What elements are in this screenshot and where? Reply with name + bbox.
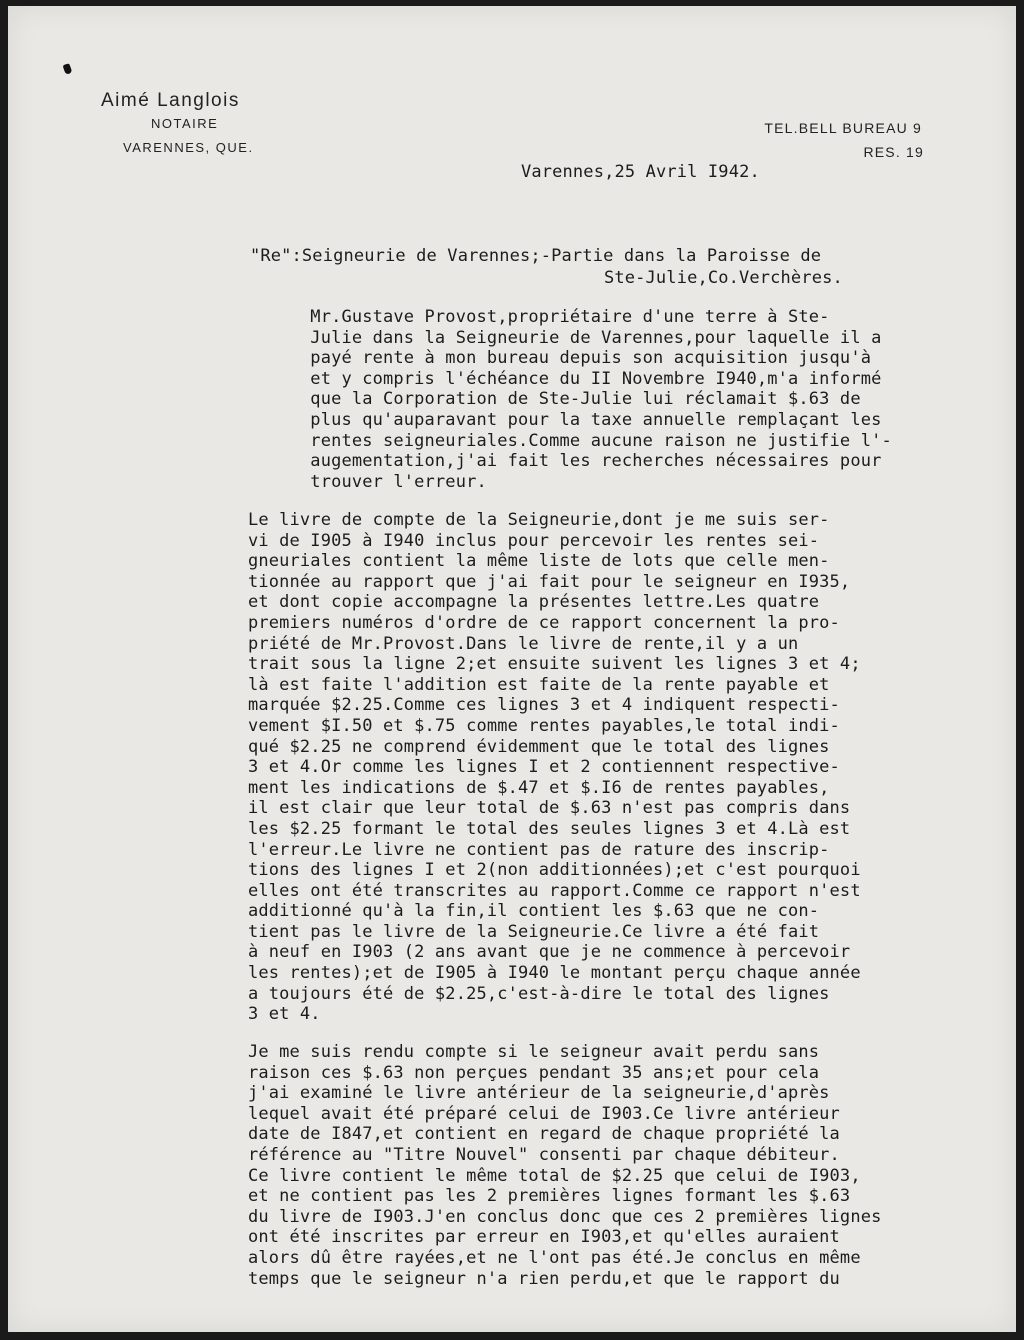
- text-line: Je me suis rendu compte si le seigneur avait perdu sans: [248, 1042, 820, 1062]
- letterhead-phone-office: TEL.BELL BUREAU 9: [764, 120, 922, 136]
- text-line: et ne contient pas les 2 premières lignes formant les $.63: [248, 1186, 851, 1207]
- ink-mark: [63, 63, 73, 75]
- text-line: 3 et 4.: [248, 1004, 321, 1025]
- text-line: tient pas le livre de la Seigneurie.Ce livre a été fait: [248, 921, 820, 942]
- paragraph-1: [248, 307, 892, 492]
- subject-line-1: "Re":Seigneurie de Varennes;-Partie dans la Paroisse de: [250, 246, 822, 266]
- text-line: temps que le seigneur n'a rien perdu,et que le rapport du: [248, 1268, 840, 1289]
- text-line: les rentes);et de I905 à I940 le montant perçu chaque année: [248, 963, 861, 984]
- text-line: marquée $2.25.Comme ces lignes 3 et 4 indiquent respecti-: [248, 695, 840, 716]
- text-line: payé rente à mon bureau depuis son acquisition jusqu'à: [248, 348, 872, 369]
- text-line: elles ont été transcrites au rapport.Comme ce rapport n'est: [248, 880, 861, 901]
- letterhead-phone-res: RES. 19: [863, 144, 924, 160]
- text-line: Ce livre contient le même total de $2.25 que celui de I903,: [248, 1165, 861, 1186]
- text-line: l'erreur.Le livre ne contient pas de rature des inscrip-: [248, 839, 830, 860]
- text-line: a toujours été de $2.25,c'est-à-dire le total des lignes: [248, 983, 830, 1004]
- text-line: référence au "Titre Nouvel" consenti par chaque débiteur.: [248, 1144, 840, 1165]
- text-line: que la Corporation de Ste-Julie lui réclamait $.63 de: [248, 389, 861, 410]
- text-line: là est faite l'addition est faite de la rente payable et: [248, 674, 830, 695]
- letterhead-city: VARENNES, QUE.: [123, 140, 254, 155]
- text-line: qué $2.25 ne comprend évidemment que le total des lignes: [248, 736, 830, 757]
- date-line: Varennes,25 Avril I942.: [521, 162, 760, 182]
- letterhead-name: Aimé Langlois: [101, 90, 240, 111]
- text-line: Julie dans la Seigneurie de Varennes,pour laquelle il a: [248, 327, 882, 348]
- text-line: ont été inscrites par erreur en I903,et qu'elles auraient: [248, 1227, 840, 1248]
- text-line: les $2.25 formant le total des seules lignes 3 et 4.Là est: [248, 818, 851, 839]
- text-line: augementation,j'ai fait les recherches nécessaires pour: [248, 451, 882, 472]
- text-line: et y compris l'échéance du II Novembre I940,m'a informé: [248, 368, 882, 389]
- text-line: vi de I905 à I940 inclus pour percevoir les rentes sei-: [248, 530, 820, 551]
- text-line: du livre de I903.J'en conclus donc que ces 2 premières lignes: [248, 1206, 882, 1227]
- paragraph-2: [248, 510, 861, 1025]
- text-line: alors dû être rayées,et ne l'ont pas été.Je conclus en même: [248, 1247, 861, 1268]
- paragraph-3: [248, 1042, 881, 1289]
- text-line: gneuriales contient la même liste de lots que celle men-: [248, 551, 830, 572]
- letter-page: [8, 6, 1016, 1332]
- subject-line-2: Ste-Julie,Co.Verchères.: [604, 268, 843, 288]
- text-line: Mr.Gustave Provost,propriétaire d'une terre à Ste-: [248, 307, 830, 327]
- text-line: rentes seigneuriales.Comme aucune raison ne justifie l'-: [248, 430, 892, 451]
- text-line: 3 et 4.Or comme les lignes I et 2 contiennent respective-: [248, 757, 840, 778]
- text-line: à neuf en I903 (2 ans avant que je ne commence à percevoir: [248, 942, 851, 963]
- text-line: ment les indications de $.47 et $.I6 de rentes payables,: [248, 777, 830, 798]
- text-line: lequel avait été préparé celui de I903.Ce livre antérieur: [248, 1103, 840, 1124]
- text-line: tionnée au rapport que j'ai fait pour le seigneur en I935,: [248, 571, 851, 592]
- text-line: tions des lignes I et 2(non additionnées);et c'est pourquoi: [248, 860, 861, 881]
- text-line: additionné qu'à la fin,il contient les $.63 que ne con-: [248, 901, 820, 922]
- text-line: trait sous la ligne 2;et ensuite suivent les lignes 3 et 4;: [248, 654, 861, 675]
- letterhead-role: NOTAIRE: [151, 116, 219, 131]
- text-line: et dont copie accompagne la présentes lettre.Les quatre: [248, 592, 820, 613]
- text-line: plus qu'auparavant pour la taxe annuelle remplaçant les: [248, 409, 882, 430]
- text-line: date de I847,et contient en regard de chaque propriété la: [248, 1124, 840, 1145]
- text-line: raison ces $.63 non perçues pendant 35 ans;et pour cela: [248, 1062, 820, 1083]
- text-line: Le livre de compte de la Seigneurie,dont je me suis ser-: [248, 510, 830, 530]
- text-line: premiers numéros d'ordre de ce rapport concernent la pro-: [248, 612, 840, 633]
- text-line: vement $I.50 et $.75 comme rentes payables,le total indi-: [248, 715, 840, 736]
- text-line: il est clair que leur total de $.63 n'est pas compris dans: [248, 798, 851, 819]
- text-line: priété de Mr.Provost.Dans le livre de rente,il y a un: [248, 633, 799, 654]
- text-line: trouver l'erreur.: [248, 471, 487, 492]
- text-line: j'ai examiné le livre antérieur de la seigneurie,d'après: [248, 1083, 830, 1104]
